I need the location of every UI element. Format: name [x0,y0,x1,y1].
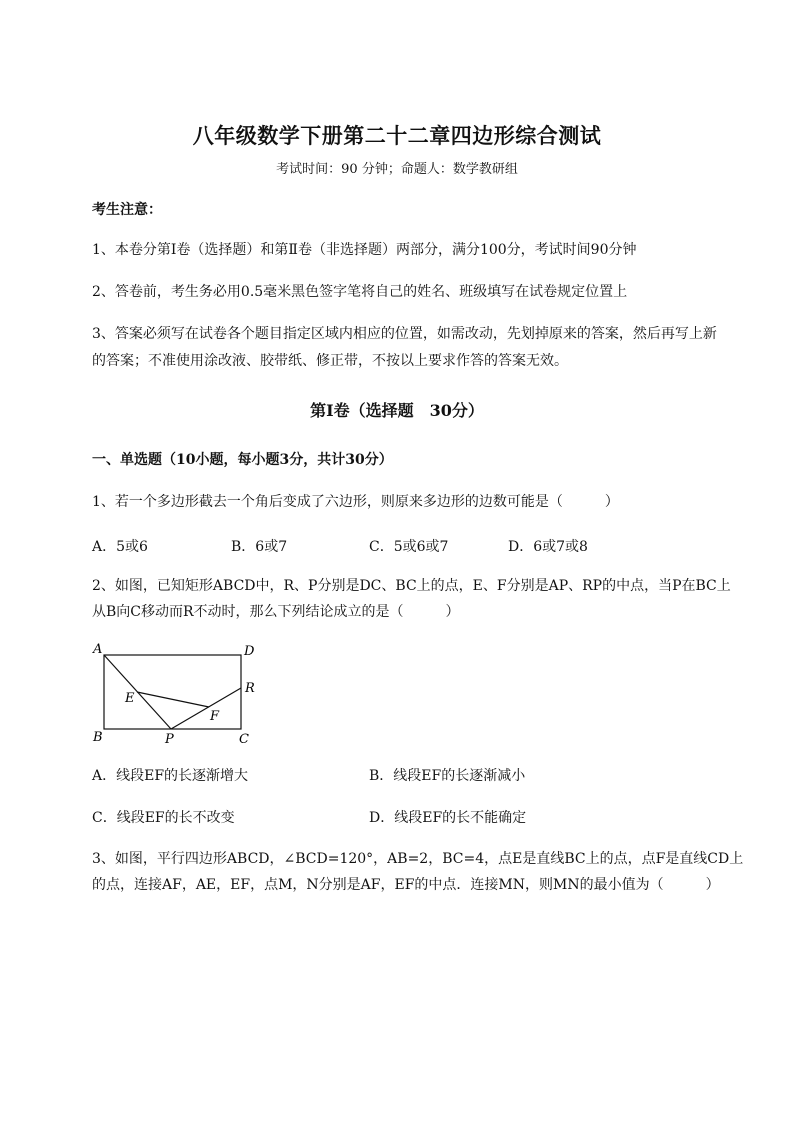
rectangle-figure [88,640,268,750]
q1-option-d[interactable]: D．6或7或8 [508,539,588,555]
question-3-stem: 3、如图，平行四边形ABCD，∠BCD=120°，AB=2，BC=4，点E是直线BC上的点，点F是直线CD上 [92,851,744,867]
notice-heading: 考生注意： [92,202,162,218]
label-e: E [125,691,135,706]
page-title: 八年级数学下册第二十二章四边形综合测试 [192,123,602,148]
q1-option-b[interactable]: B．6或7 [231,539,288,555]
q2-option-a[interactable]: A．线段EF的长逐渐增大 [92,768,249,784]
notice-item: 1、本卷分第Ⅰ卷（选择题）和第Ⅱ卷（非选择题）两部分，满分100分，考试时间90分钟 [92,242,637,258]
section-title: 第Ⅰ卷（选择题 30分） [310,401,484,420]
label-d: D [244,644,255,659]
question-3-stem: 的点，连接AF，AE，EF，点M，N分别是AF，EF的中点．连接MN，则MN的最小值为（ ） [92,877,720,893]
q1-option-c[interactable]: C．5或6或7 [369,539,449,555]
segment-pr [171,688,241,729]
q2-option-b[interactable]: B．线段EF的长逐渐减小 [369,768,526,784]
notice-item: 的答案；不准使用涂改液、胶带纸、修正带，不按以上要求作答的答案无效。 [92,353,568,369]
label-c: C [239,732,249,747]
q1-option-a[interactable]: A．5或6 [92,539,148,555]
segment-ef [137,692,209,707]
q2-option-d[interactable]: D．线段EF的长不能确定 [369,810,527,826]
notice-item: 3、答案必须写在试卷各个题目指定区域内相应的位置，如需改动，先划掉原来的答案，然后再写上新 [92,326,717,342]
label-p: P [165,732,174,747]
question-2-stem: 2、如图，已知矩形ABCD中，R、P分别是DC、BC上的点，E、F分别是AP、RP的中点，当P在BC上 [92,578,731,594]
label-r: R [245,681,255,696]
exam-info: 考试时间：90 分钟；命题人：数学教研组 [276,162,518,177]
q2-option-c[interactable]: C．线段EF的长不改变 [92,810,235,826]
notice-item: 2、答卷前，考生务必用0.5毫米黑色签字笔将自己的姓名、班级填写在试卷规定位置上 [92,284,628,300]
section-heading: 一、单选题（10小题，每小题3分，共计30分） [92,452,393,468]
question-1-stem: 1、若一个多边形截去一个角后变成了六边形，则原来多边形的边数可能是（ ） [92,494,619,510]
label-a: A [93,642,103,657]
label-b: B [93,730,103,745]
label-f: F [210,709,220,724]
question-2-stem: 从B向C移动而R不动时，那么下列结论成立的是（ ） [92,604,460,620]
